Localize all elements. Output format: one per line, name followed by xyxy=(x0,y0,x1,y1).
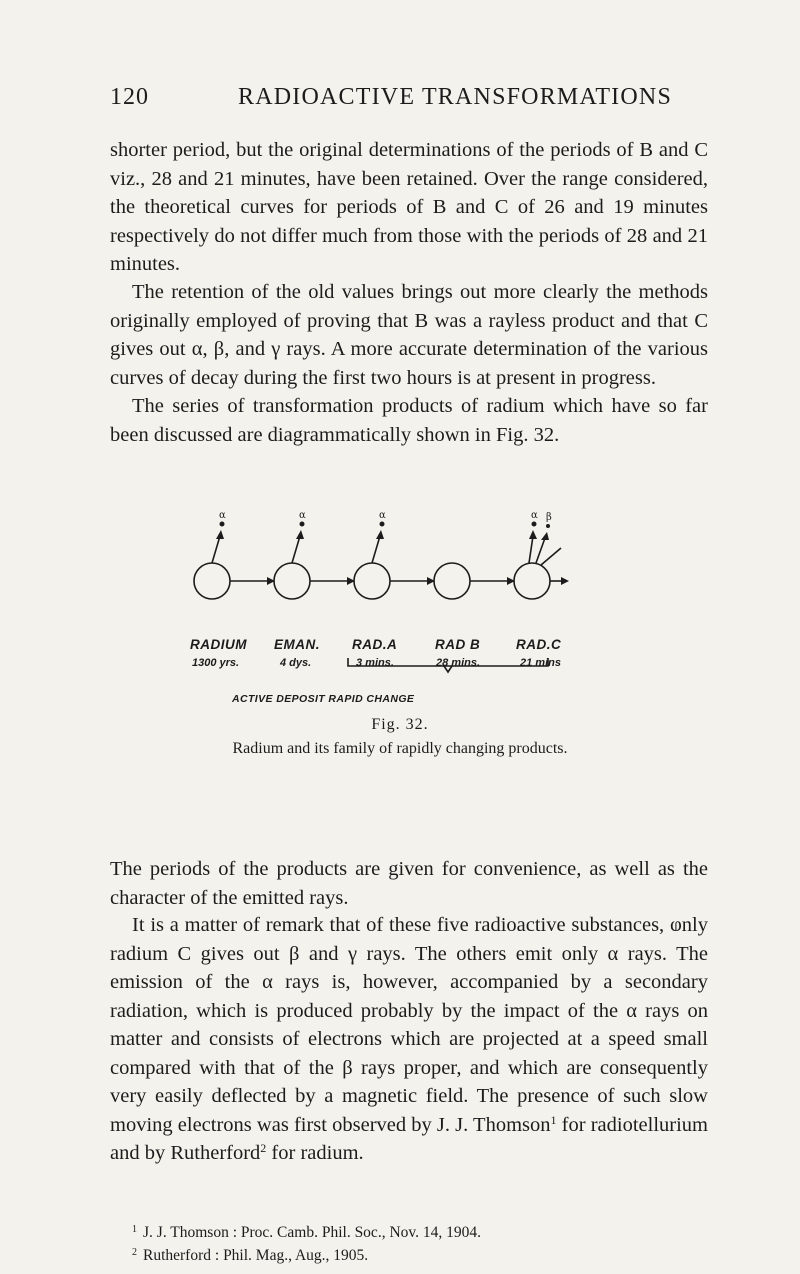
running-head xyxy=(110,84,710,116)
paragraph-5-text-b: for radiotellurium and by Rutherford xyxy=(110,1113,708,1164)
rad-c-alpha-line xyxy=(529,536,533,563)
ray-label-5: β xyxy=(546,512,552,523)
footnote-1-mark: 1 xyxy=(132,1224,137,1235)
radium-circle xyxy=(194,563,230,599)
radium-ray-line xyxy=(212,536,220,563)
radium-period: 1300 yrs. xyxy=(192,657,240,669)
ray-label-1: α xyxy=(219,512,226,521)
ray-arrowhead-3 xyxy=(376,530,384,539)
transformation-diagram xyxy=(190,512,610,712)
diagram-drawing xyxy=(190,512,610,712)
arrowhead-5 xyxy=(561,577,569,585)
ray-arrowhead-5 xyxy=(541,532,549,540)
rad-c-circle xyxy=(514,563,550,599)
footnote-1-text: J. J. Thomson : Proc. Camb. Phil. Soc., Nov. 14, 1904. xyxy=(143,1224,482,1241)
footnote-ref-1: 1 xyxy=(550,1112,557,1127)
beta-dot xyxy=(546,524,550,528)
ray-arrowhead-4 xyxy=(529,530,537,539)
emanation-ray-line xyxy=(292,536,300,563)
ray-label-4: α xyxy=(531,512,538,521)
emanation-label: EMAN. xyxy=(274,637,320,652)
emanation-period: 4 dys. xyxy=(280,657,312,669)
ray-arrowhead-1 xyxy=(216,530,224,539)
radium-label: RADIUM xyxy=(190,637,247,652)
paragraph-1: shorter period, but the original determinations of the periods of B and C viz., 28 and 21 minutes, have been retained. Over the range considered, the theoretical curves for periods of B and C of 26 and 19 minutes respectively do not differ much from those with the periods of 28 and 21 minutes. xyxy=(110,139,708,275)
paragraph-4: The periods of the products are given for convenience, as well as the character of the emitted rays. xyxy=(110,858,708,909)
alpha-dot-4 xyxy=(532,522,537,527)
figure-number: Fig. 32. xyxy=(371,716,429,733)
figure-caption: Radium and its family of rapidly changing products. xyxy=(232,740,568,757)
rad-b-period: 28 mins. xyxy=(436,657,481,669)
paragraph-3: The series of transformation products of radium which have so far been discussed are diagrammatically shown in Fig. 32. xyxy=(110,395,708,446)
ray-arrowhead-2 xyxy=(296,530,304,539)
footnotes xyxy=(132,1220,702,1265)
rad-a-period: 3 mins. xyxy=(356,657,394,669)
footnote-ref-2: 2 xyxy=(260,1141,267,1155)
paragraph-5 xyxy=(110,911,708,1168)
rad-c-label: RAD.C xyxy=(516,637,562,652)
paragraph-5-text-a: It is a matter of remark that of these five radioactive substances, ⱷnly radium C gives out β and γ rays. The others emit only α rays. The emission of the α rays is, however, accompanied by a secondary radiation, which is produced probably by the impact of the α rays on matter and consists of electrons which are projected at a speed small compared with that of the β rays proper, and which are consequently very easily deflected by a magnetic field. The presence of such slow moving electrons was first observed by J. J. Thomson xyxy=(110,914,708,1136)
rad-c-beta-line xyxy=(536,538,545,563)
running-title: RADIOACTIVE TRANSFORMATIONS xyxy=(238,84,672,110)
paragraph-2: The retention of the old values brings out more clearly the methods originally employed of proving that B was a rayless product and that C gives out α, β, and γ rays. A more accurate determination of the various curves of decay during the first two hours is at present in progress. xyxy=(110,281,708,389)
rad-b-label: RAD B xyxy=(435,637,481,652)
rad-a-circle xyxy=(354,563,390,599)
ray-label-2: α xyxy=(299,512,306,521)
rad-c-period: 21 mins xyxy=(520,657,561,669)
alpha-dot-1 xyxy=(220,522,225,527)
alpha-dot-3 xyxy=(380,522,385,527)
rad-c-gamma-line xyxy=(541,548,561,565)
rad-a-ray-line xyxy=(372,536,380,563)
ray-label-3: α xyxy=(379,512,386,521)
footnote-2-mark: 2 xyxy=(132,1246,137,1258)
footnote-2-text: Rutherford : Phil. Mag., Aug., 1905. xyxy=(143,1246,369,1264)
page-number: 120 xyxy=(110,84,149,110)
rad-b-circle xyxy=(434,563,470,599)
rad-a-label: RAD.A xyxy=(352,637,398,652)
paragraph-5-text-c: for radium. xyxy=(266,1142,364,1164)
active-deposit-label: ACTIVE DEPOSIT RAPID CHANGE xyxy=(232,693,415,705)
alpha-dot-2 xyxy=(300,522,305,527)
footnote-2 xyxy=(132,1243,702,1266)
emanation-circle xyxy=(274,563,310,599)
footnote-1 xyxy=(132,1220,702,1243)
